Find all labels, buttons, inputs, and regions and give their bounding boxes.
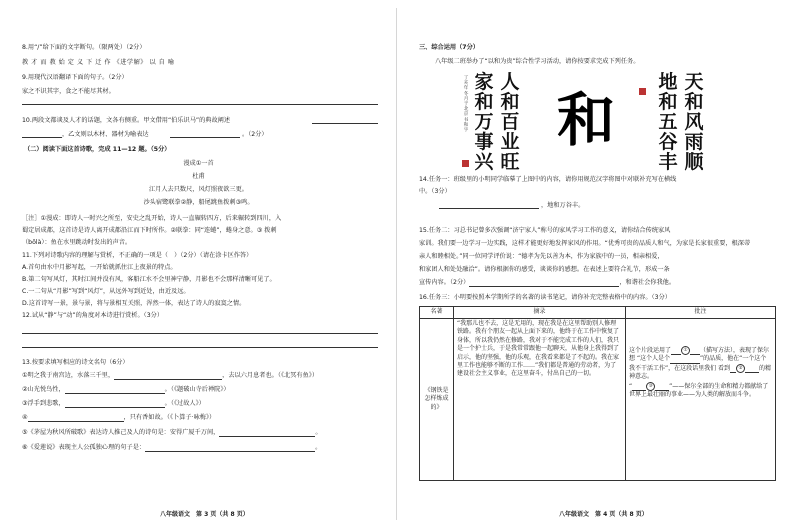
q11-prompt: 11.下列对诗歌内容的理解与赏析，不正确的一项是（ ）（2分）（请在涂卡区作答）: [22, 252, 253, 259]
q10-blank-1-cont[interactable]: [22, 137, 62, 138]
calligraphy-artwork: [457, 68, 757, 172]
q15-line1: 15.任务二：习总书记曾多次强调“济宁家人”称号的家风学习工作的意义，请你结合传统家风: [419, 227, 671, 234]
q9-answer-line[interactable]: [22, 104, 378, 105]
q12-prompt: 12.试从“静”与“动”的角度对本诗进行赏析。（3分）: [22, 312, 164, 319]
poem-line1: 江月人去只数尺，风灯照夜欲三更。: [149, 186, 248, 193]
q13-line3-end: 。（《过故人》）: [164, 400, 205, 407]
q15-line5-end: ，和谐社会你我他。: [619, 279, 676, 286]
q13-line3-start: ③浮手到悲歌，: [22, 400, 65, 407]
q16-note-l8: ”——保尔全部的生命和精力都献给了世界上最壮丽的事业——为人类的解放而斗争。: [629, 382, 769, 399]
poem-note-1: ［注］①漫成：即诗人一时兴之所至，安史之乱开始，诗人一直辗转四方，后来辗转到四川，入: [22, 215, 282, 222]
q10-blank-1[interactable]: [312, 123, 378, 124]
q13-line1: [22, 372, 318, 380]
q11-option-c: C.一二句从“月影”写到“风灯”，从远外写到近处，由近及远。: [22, 288, 190, 295]
q16-excerpt: “我那儿也不去，这是无用的，现在我是在这里帮助别人修理铁路。我有个朋友一起从上面下来的，他终于在工作中恢复了身体，所以我仍然在修路，我对于不能完成工作的人们，我只是一个护士兵，于是我常常跟他一起聊天，从他身上我得到了启示，他的坚强，他的乐观，在我看来都是了不起的。我在家里工作也能够不断的工作……”我们都是普通的劳动者，为了建设社会主义事业，在这里奋斗，付出自己的一切。: [454, 319, 626, 481]
page-4-footer: 八年级语文 第 4 页（共 8 页）: [559, 511, 648, 518]
calligraphy-left-col-2: 家和万事兴: [474, 71, 494, 173]
q14-prompt: 14.任务一：班级里的小明同学临摹了上图中的内容，请你用规范汉字将图中对联补充写在横线: [419, 176, 677, 183]
q16-header-excerpt: 摘录: [454, 307, 626, 319]
q13-blank-3[interactable]: [65, 401, 165, 408]
q13-line3: [22, 400, 205, 408]
q13-line2: [22, 386, 230, 394]
q13-line6: [22, 444, 321, 452]
q14-tail: ，地和万谷丰。: [541, 202, 585, 209]
q14-prompt-2: 中。（3分）: [419, 188, 451, 195]
q13-blank-2[interactable]: [65, 387, 165, 394]
q16-note-l3: “这个人是个: [636, 355, 671, 363]
q10-blank-2[interactable]: [170, 137, 240, 138]
q13-blank-1[interactable]: [114, 373, 222, 380]
q8-prompt: 8.用“/”给下面的文字断句。（限两处）（2分）: [22, 44, 146, 51]
section3-title: 三、综合运用（7分）: [419, 44, 479, 51]
q13-blank-6[interactable]: [145, 445, 315, 452]
q15-line3: 亲人和睦相处。”同一位同学评价说：“德孝为先以善为本，作为家族中的一员，相亲相爱，: [419, 253, 664, 260]
calligraphy-left-col-1: 人和百业旺: [500, 71, 520, 173]
q13-line6-start: ⑥《爱莲说》表现主人公孤独心理的句子是：: [22, 444, 146, 451]
q13-line4-end: ，只有香如故。（《卜算子·咏梅》）: [123, 414, 216, 421]
poem-author: 杜甫: [192, 173, 205, 180]
q16-blank-1b[interactable]: [670, 357, 700, 364]
calligraphy-seal: [462, 160, 469, 167]
section3-intro: 八年级二班举办了“以和为贵”综合性学习活动，请你按要求完成下列任务。: [435, 58, 640, 65]
q15-blank[interactable]: [469, 280, 619, 287]
q15-line4: 和家团人和处处融洽”。请你根据你的感受，谈谈你的感想。在表述上要符合礼节，形成一条: [419, 266, 670, 273]
q16-header-title: 名著: [420, 307, 454, 319]
q16-header-row: [420, 307, 776, 319]
calligraphy-inscription: 丁亥年冬月于北京书和字: [463, 76, 469, 134]
q10-tail: 。（2分）: [242, 131, 268, 138]
section2-title: （二）阅读下面这首诗歌，完成 11—12 题。（5分）: [24, 146, 171, 153]
poem-line2: 沙头宿鹭联拳②静，船尾跳鱼拨刺③鸣。: [143, 199, 254, 206]
q12-answer-line-2[interactable]: [22, 347, 378, 348]
poem-note-2: 蜀定居成都，这首诗是诗人离开成都沿江而下时所作。②联拳：同“连蜷”，蜷身之意。③ 拨刺: [22, 227, 277, 234]
q13-prompt: 13.按要求填写相应的诗文名句（6分）: [22, 359, 129, 366]
q16-note-l1: 这个片段运用了: [629, 347, 672, 354]
q16-note: [626, 319, 776, 481]
q16-blank-3-marker[interactable]: ③: [646, 382, 655, 391]
q16-note-l2: （描写方法），表现了保尔想: [629, 347, 770, 363]
q13-line5: [22, 429, 322, 437]
q13-line5-end: 。: [315, 429, 322, 436]
q16-note-l6: 的精神意志。: [629, 364, 772, 381]
q10-line1: 10.两段文都谈及人才的话题，文各有侧重。甲文借用“伯乐识马”的典故阐述: [22, 117, 231, 124]
q13-line4-start: ④: [22, 414, 28, 421]
q16-header-note: 批注: [626, 307, 776, 319]
q13-blank-5[interactable]: [219, 430, 315, 437]
q13-line6-end: 。: [315, 444, 322, 451]
q11-option-d: D.这首诗写一景，景与景，将与景相互关照，浑然一体，表达了诗人的寂寞之情。: [22, 300, 246, 307]
q16-blank-1-marker[interactable]: ①: [681, 346, 690, 355]
q15-line5: [419, 279, 675, 287]
q16-note-l5: 看到: [718, 364, 731, 372]
q15-line5-start: 宣传内容。（2分）: [419, 279, 470, 286]
calligraphy-right-col-1: 天和风雨顺: [684, 71, 704, 173]
q14-blank[interactable]: [439, 208, 539, 209]
q13-line2-start: ②山光悦鸟性，: [22, 386, 65, 393]
calligraphy-right-col-2: 地和五谷丰: [658, 71, 678, 173]
q16-blank-2-marker[interactable]: ②: [736, 364, 745, 373]
q13-blank-4[interactable]: [28, 415, 124, 422]
q13-line5-start: ⑤《茅屋为秋风所破歌》表达诗人推己及人的诗句是：安得广厦千万间，: [22, 429, 220, 436]
q15-line2: 家训。我们要一边学习一边实践，这样才能更好地发挥家风的作用。“优秀可贵的品质人和气，为家是长家很重要，根深蒂: [419, 240, 751, 247]
q8-sentence: 教 才 而 教 始 定 义 下 迁 作 《进学解》 以 自 喻: [22, 59, 175, 66]
q13-line4: [22, 414, 215, 422]
poem-note-3: （bōlà）：鱼在水里跳动时发出的声音。: [22, 239, 132, 246]
q11-option-a: A.首句由水中月影写起，一开始就抓住江上夜景的特点。: [22, 264, 177, 271]
poem-title: 漫成①一首: [183, 160, 214, 167]
q16-row: [420, 319, 776, 481]
q13-line1-end: ，去以六月息者也。（《北冥有鱼》）: [222, 372, 319, 379]
q16-note-l7: “: [629, 382, 633, 390]
q16-table: [419, 306, 776, 481]
q9-sentence: 家之不识其字，食之不能尽其材。: [22, 88, 115, 95]
q9-prompt: 9.用现代汉语翻译下面的句子。（2分）: [22, 74, 128, 81]
q13-line1-start: ①明之我于南宫边，水落三千里，: [22, 372, 115, 379]
q11-option-b: B.第二句写风灯，其时江间并没有风，客船江水不会里神宁静，月影也不会那样清晰可见了。: [22, 276, 276, 283]
q12-answer-line-1[interactable]: [22, 333, 378, 334]
q10-line2: ，乙文则以木材、器材为喻表达: [62, 131, 149, 138]
q16-book-title: 《钢铁是怎样炼成的》: [420, 319, 454, 481]
q16-note-l4: ”的品质，他在“一个这个我不干活工作”，在这段话里我们: [629, 355, 767, 372]
calligraphy-seal-small: [639, 88, 646, 95]
page-4: [397, 0, 794, 528]
q13-line2-end: 。（《题破山寺后禅院》）: [164, 386, 230, 393]
calligraphy-main-character: 和: [557, 86, 616, 154]
page-3-footer: 八年级语文 第 3 页（共 8 页）: [160, 511, 249, 518]
q16-prompt: 16.任务三：小明要按照本学期所学的名著的读书笔记，请你补充完整表格中的内容。（3分）: [419, 294, 671, 301]
